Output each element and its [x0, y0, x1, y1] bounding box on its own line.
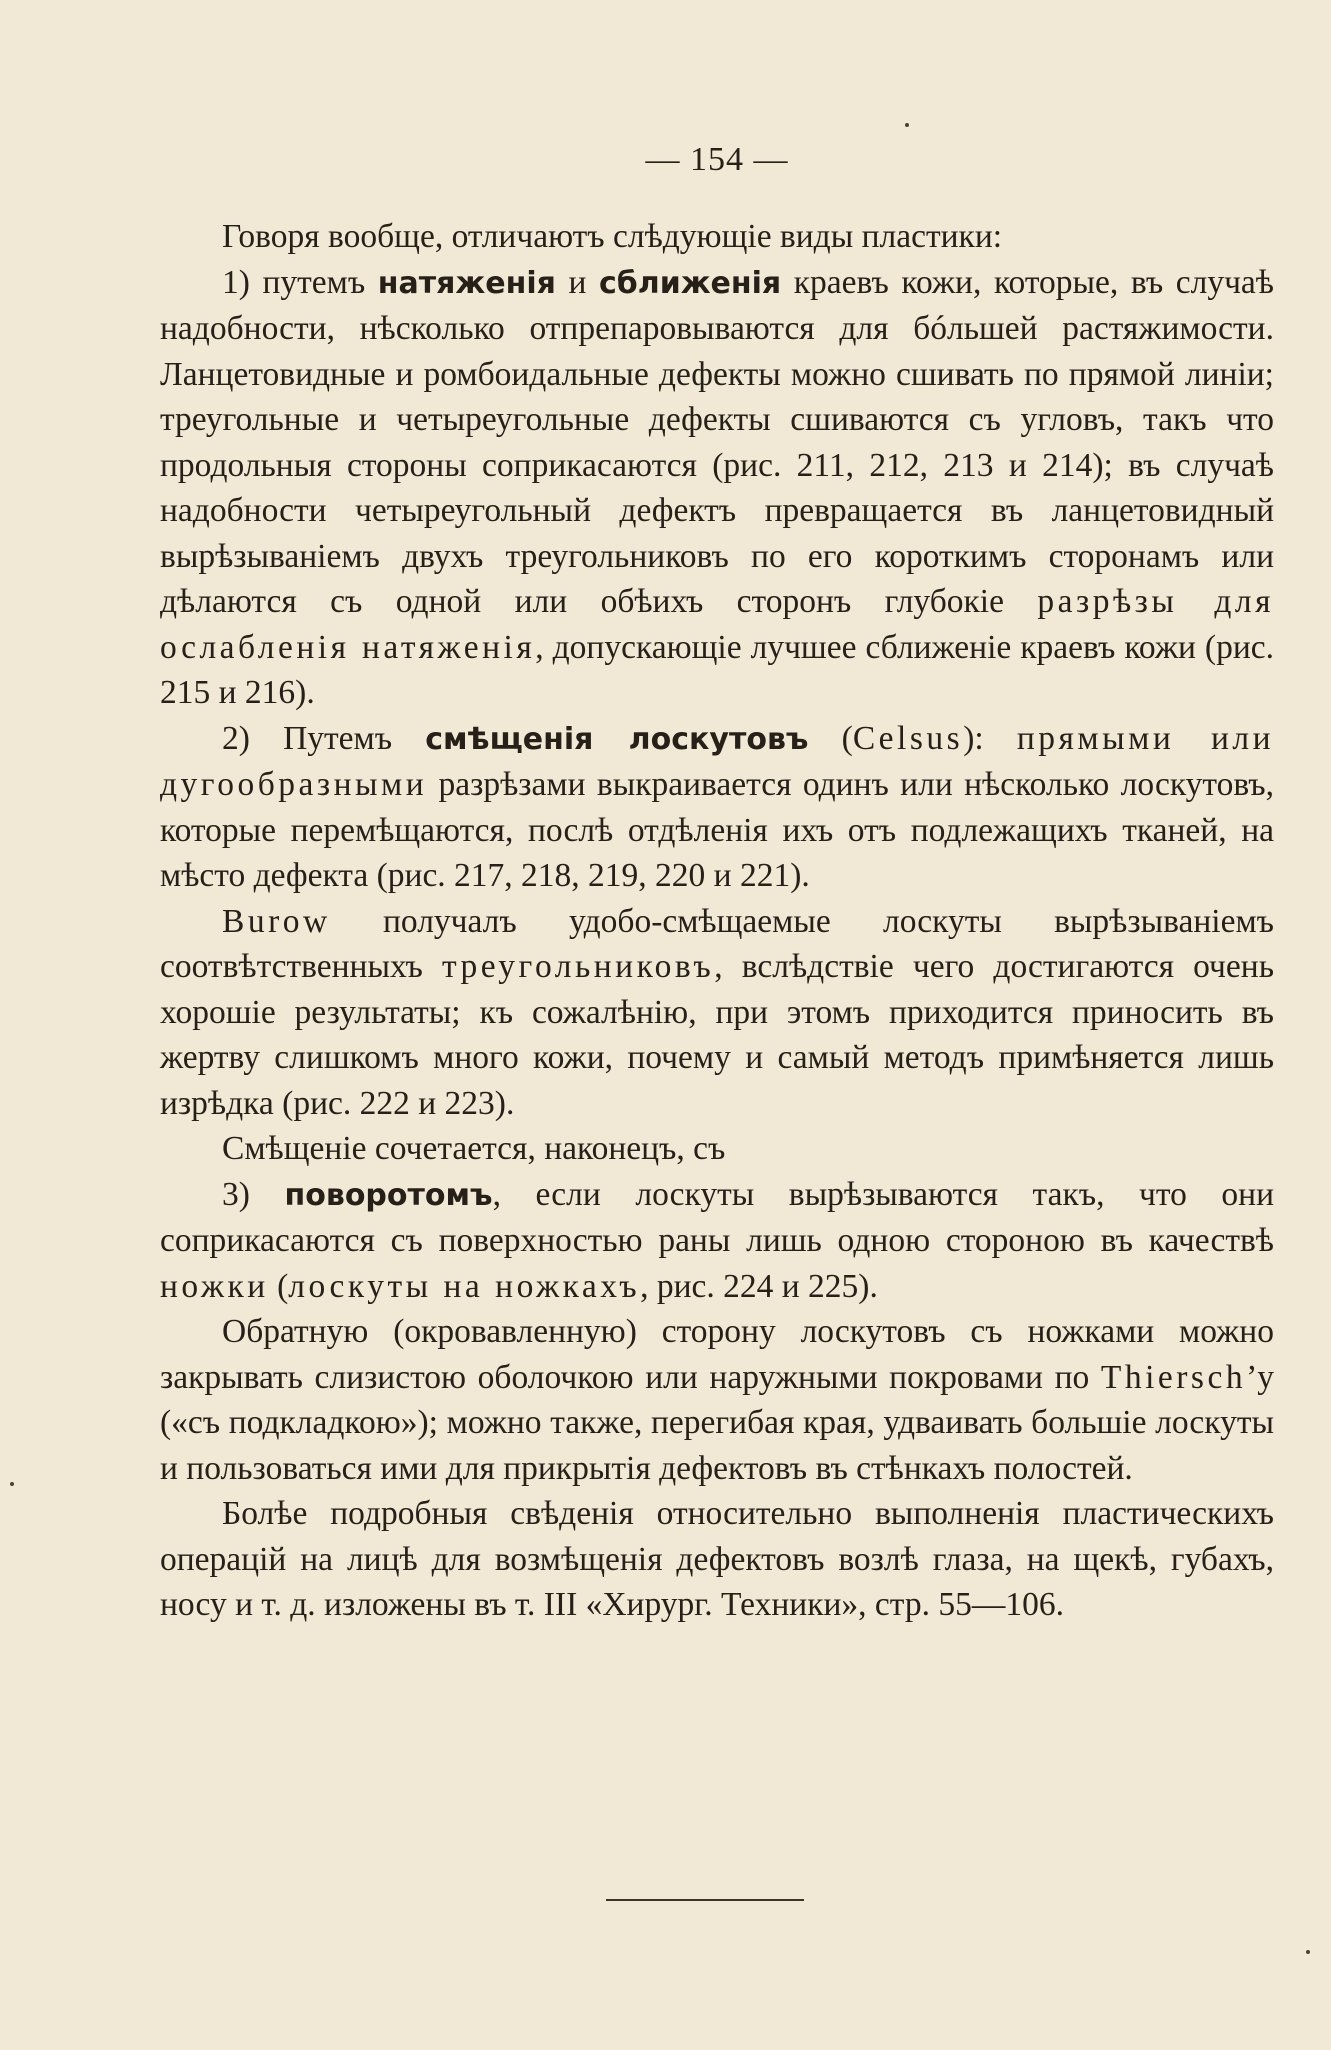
paragraph [160, 1126, 1274, 1172]
paragraph [160, 1491, 1274, 1628]
paper-speck [1306, 1950, 1310, 1954]
text-run: ’у («съ подкладкою»); можно также, перегибая края, удваивать большіе лоскуты и пользоваться ими для прикрытія дефектовъ въ стѣнкахъ полостей. [160, 1358, 1274, 1487]
page-number: — 154 — [645, 141, 789, 178]
spaced-emphasis: прямыми или дугообразными [160, 719, 1275, 803]
text-run: краевъ кожи, которые, въ случаѣ надобности, нѣсколько отпрепаровываются для бóльшей растяжимости. Ланцетовидные и ромбоидальные дефекты можно сшивать по прямой линіи; треугольные и четыреугольные дефекты сшиваются съ угловъ, такъ что продольныя стороны соприкасаются (рис. 211, 212, 213 и 214); въ случаѣ надобности четыреугольный дефектъ превращается въ ланцетовидный вырѣзываніемъ двухъ треугольниковъ по его короткимъ сторонамъ или дѣлаются съ одной или обѣихъ сторонъ глубокіе [160, 263, 1274, 620]
paragraph [160, 1309, 1274, 1491]
paragraph [160, 214, 1274, 260]
text-run: получалъ удобо-смѣщаемые лоскуты вырѣзываніемъ соотвѣтственныхъ [160, 902, 1274, 985]
paper-speck [905, 123, 909, 127]
text-run: , вслѣдствіе чего достигаются очень хорошіе результаты; къ сожалѣнію, при этомъ приходится приносить въ жертву слишкомъ много кожи, почему и самый методъ примѣняется лишь изрѣдка (рис. 222 и 223). [160, 948, 1274, 1122]
spaced-emphasis: разрѣзы для ослабленія натяженія [160, 583, 1274, 666]
spaced-emphasis: ножки [160, 1267, 269, 1305]
spaced-emphasis: Celsus [852, 719, 964, 757]
text-run: ): [963, 719, 1017, 757]
book-page [160, 130, 1274, 2030]
spaced-emphasis: треугольниковъ [441, 948, 715, 985]
paragraph [160, 716, 1274, 899]
text-run: 3) [222, 1175, 285, 1213]
text-run: Смѣщеніе сочетается, наконецъ, съ [222, 1130, 726, 1167]
text-run: , если лоскуты вырѣзываются такъ, что они соприкасаются съ поверхностью раны лишь одною стороною въ качествѣ [160, 1175, 1275, 1259]
bold-term: натяженія [377, 265, 556, 301]
text-run: и [555, 263, 599, 301]
paragraph [160, 1172, 1274, 1310]
text-run: 2) Путемъ [222, 719, 426, 757]
text-run: Обратную (окровавленную) сторону лоскутовъ съ ножками можно закрывать слизистою оболочкою или наружными покровами по [160, 1313, 1274, 1396]
spaced-emphasis: Burow [222, 902, 331, 940]
bold-term: поворотомъ [284, 1177, 493, 1213]
bold-term: смѣщенія лоскутовъ [425, 721, 809, 757]
text-run: , рис. 224 и 225). [640, 1267, 878, 1305]
body-text [160, 214, 1274, 1628]
text-run: Говоря вообще, отличаютъ слѣдующіе виды пластики: [222, 218, 1003, 255]
spaced-emphasis: Thiersch [1100, 1358, 1247, 1396]
end-rule [606, 1899, 804, 1901]
paragraph [160, 260, 1274, 716]
paper-speck [10, 1482, 14, 1486]
text-run: , допускающіе лучшее сближеніе краевъ кожи (рис. 215 и 216). [160, 628, 1274, 711]
text-run: 1) путемъ [222, 263, 378, 301]
text-run: ( [268, 1267, 289, 1305]
bold-term: сближенія [598, 265, 782, 301]
spaced-emphasis: лоскуты на ножкахъ [288, 1267, 641, 1305]
paragraph [160, 899, 1274, 1127]
text-run: ( [808, 719, 853, 757]
text-run: Болѣе подробныя свѣденія относительно выполненія пластическихъ операцій на лицѣ для возмѣщенія дефектовъ возлѣ глаза, на щекѣ, губахъ, носу и т. д. изложены въ т. III «Хирург. Техники», стр. 55—106. [160, 1495, 1274, 1623]
text-run: разрѣзами выкраивается одинъ или нѣсколько лоскутовъ, которые перемѣщаются, послѣ отдѣленія ихъ отъ подлежащихъ тканей, на мѣсто дефекта (рис. 217, 218, 219, 220 и 221). [160, 766, 1274, 894]
